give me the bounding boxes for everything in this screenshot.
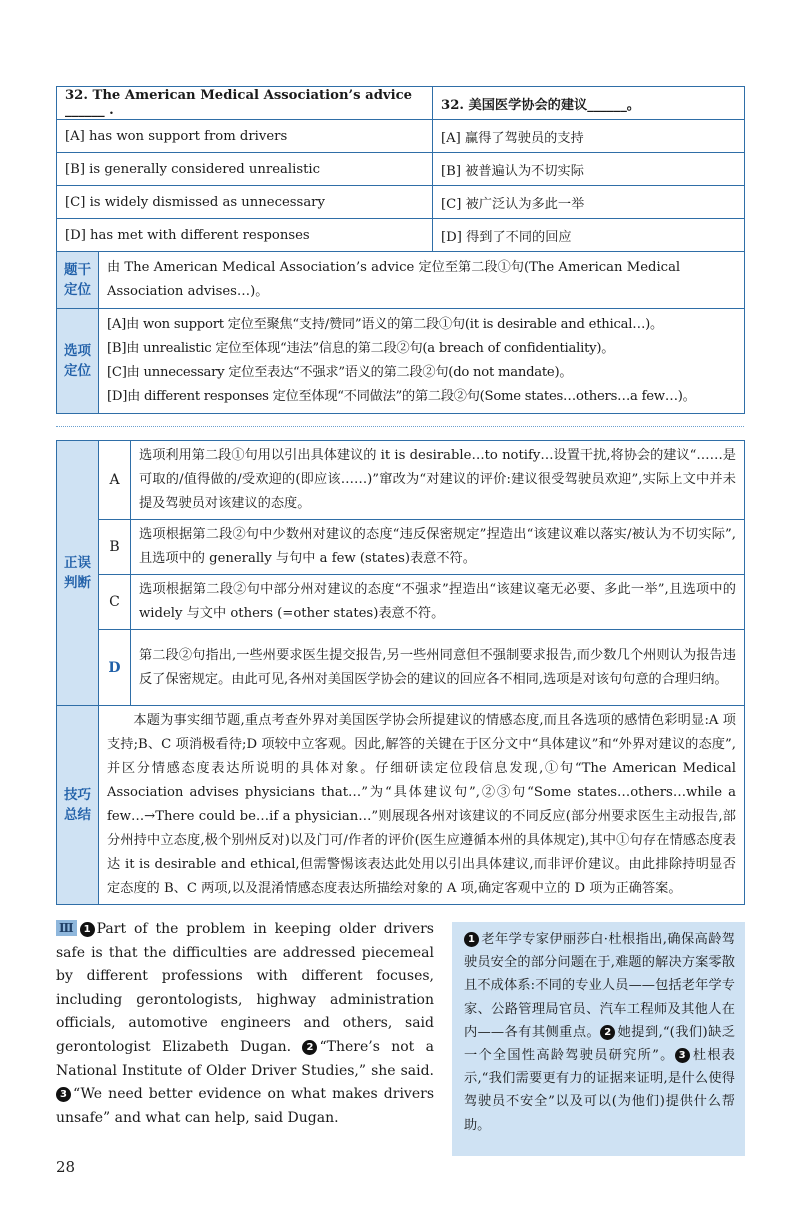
sentence-en-2: “There’s not a National Institute of Older Driver Studies,” she said. bbox=[56, 1038, 434, 1079]
tips-text: 本题为事实细节题,重点考查外界对美国医学协会所提建议的情感态度,而且各选项的感情色彩明显:A 项支持;B、C 项消极看待;D 项较中立客观。因此,解答的关键在于区分文中“具体建议”和“外界对建议的态度”,并区分情感态度表达所说明的具体对象。仔细研读定位段信息发现,①句“The American Medical Association advises physicians that…”为“具体建议句”,②③句“Some states…others…while a few…→There could be…if a physician…”则展现各州对该建议的不同反应(部分州要求医生主动报告,部分州持中立态度,极个别州反对)以及门可/作者的评价(医生应遵循本州的具体规定),其中①句存在情感态度表达 it is desirable and ethical,但需警惕该表达此处用以引出具体建议,而非评价建议。由此排除持明显否定态度的 B、C 两项,以及混淆情感态度表达所描绘对象的 A 项,确定客观中立的 D 项为正确答案。 bbox=[99, 706, 745, 905]
option-row bbox=[57, 186, 745, 219]
judgement-text-c: 选项根据第二段②句中部分州对建议的态度“不强求”捏造出“该建议毫无必要、多此一举”,且选项中的 widely 与文中 others (=other states)表意不符。 bbox=[131, 575, 745, 630]
page-number: 28 bbox=[56, 1158, 76, 1176]
option-a-cn: [A] 赢得了驾驶员的支持 bbox=[433, 120, 745, 153]
option-d-cn: [D] 得到了不同的回应 bbox=[433, 219, 745, 252]
sentence-number-icon: 3 bbox=[675, 1048, 690, 1063]
sentence-cn-3: 杜根表示,“我们需要更有力的证据来证明,是什么使得驾驶员不安全”以及可以(为他们)提供什么帮助。 bbox=[464, 1048, 735, 1133]
locate-stem-label: 题干定位 bbox=[57, 252, 99, 309]
judgement-option-d: D bbox=[99, 630, 131, 706]
analysis-table bbox=[56, 440, 745, 905]
section-marker: Ⅲ bbox=[56, 920, 77, 936]
locate-option-c: [C]由 unnecessary 定位至表达“不强求”语义的第二段②句(do not mandate)。 bbox=[107, 365, 573, 380]
judgement-option-a: A bbox=[99, 441, 131, 520]
sentence-number-icon: 1 bbox=[464, 932, 479, 947]
sentence-number-icon: 1 bbox=[80, 922, 95, 937]
question-stem-en: 32. The American Medical Association’s advice ______ . bbox=[57, 87, 433, 120]
option-c-en: [C] is widely dismissed as unnecessary bbox=[57, 186, 433, 219]
option-row bbox=[57, 219, 745, 252]
sentence-en-1: Part of the problem in keeping older drivers safe is that the difficulties are addressed piecemeal by different professions with different focuses, including gerontologists, highway administration officials, automotive engineers and others, said gerontologist Elizabeth Dugan. bbox=[56, 921, 434, 1055]
locate-option-d: [D]由 different responses 定位至体现“不同做法”的第二段②句(Some states…others…a few…)。 bbox=[107, 389, 696, 404]
sentence-cn-1: 老年学专家伊丽莎白·杜根指出,确保高龄驾驶员安全的部分问题在于,难题的解决方案零散且不成体系:不同的专业人员——包括老年学专家、公路管理局官员、汽车工程师及其他人在内——各有其侧重点。 bbox=[464, 932, 735, 1040]
question-stem-cn: 32. 美国医学协会的建议______。 bbox=[433, 87, 745, 120]
locate-stem-text: 由 The American Medical Association’s advice 定位至第二段①句(The American Medical Association advises…)。 bbox=[99, 252, 745, 309]
locate-options-label: 选项定位 bbox=[57, 309, 99, 414]
option-d-en: [D] has met with different responses bbox=[57, 219, 433, 252]
option-b-cn: [B] 被普遍认为不切实际 bbox=[433, 153, 745, 186]
judgement-option-c: C bbox=[99, 575, 131, 630]
option-c-cn: [C] 被广泛认为多此一举 bbox=[433, 186, 745, 219]
section-3-english bbox=[56, 918, 434, 1130]
locate-option-b: [B]由 unrealistic 定位至体现“违法”信息的第二段②句(a breach of confidentiality)。 bbox=[107, 341, 615, 356]
sentence-number-icon: 2 bbox=[302, 1040, 317, 1055]
locate-option-a: [A]由 won support 定位至聚焦“支持/赞同”语义的第二段①句(it is desirable and ethical…)。 bbox=[107, 317, 663, 332]
option-row bbox=[57, 153, 745, 186]
option-row bbox=[57, 120, 745, 153]
judgement-text-a: 选项利用第二段①句用以引出具体建议的 it is desirable…to notify…设置干扰,将协会的建议“……是可取的/值得做的/受欢迎的(即应该……)”窜改为“对建议的评价:建议很受驾驶员欢迎”,实际上文中并未提及驾驶员对该建议的态度。 bbox=[131, 441, 745, 520]
question-table bbox=[56, 86, 745, 414]
judgement-label: 正误判断 bbox=[57, 441, 99, 706]
judgement-text-d: 第二段②句指出,一些州要求医生提交报告,另一些州同意但不强制要求报告,而少数几个州则认为报告违反了保密规定。由此可见,各州对美国医学协会的建议的回应各不相同,选项是对该句句意的合理归纳。 bbox=[131, 630, 745, 706]
locate-options-text bbox=[99, 309, 745, 414]
tips-label: 技巧总结 bbox=[57, 706, 99, 905]
option-b-en: [B] is generally considered unrealistic bbox=[57, 153, 433, 186]
judgement-text-b: 选项根据第二段②句中少数州对建议的态度“违反保密规定”捏造出“该建议难以落实/被认为不切实际”,且选项中的 generally 与句中 a few (states)表意不符。 bbox=[131, 520, 745, 575]
sentence-en-3: “We need better evidence on what makes drivers unsafe” and what can help, said Dugan. bbox=[56, 1086, 434, 1126]
sentence-number-icon: 2 bbox=[600, 1025, 615, 1040]
divider bbox=[56, 426, 744, 427]
sentence-number-icon: 3 bbox=[56, 1087, 71, 1102]
sentence-cn-2: 她提到,“(我们)缺乏一个全国性高龄驾驶员研究所”。 bbox=[464, 1024, 735, 1064]
section-3-chinese bbox=[452, 922, 745, 1156]
judgement-option-b: B bbox=[99, 520, 131, 575]
option-a-en: [A] has won support from drivers bbox=[57, 120, 433, 153]
